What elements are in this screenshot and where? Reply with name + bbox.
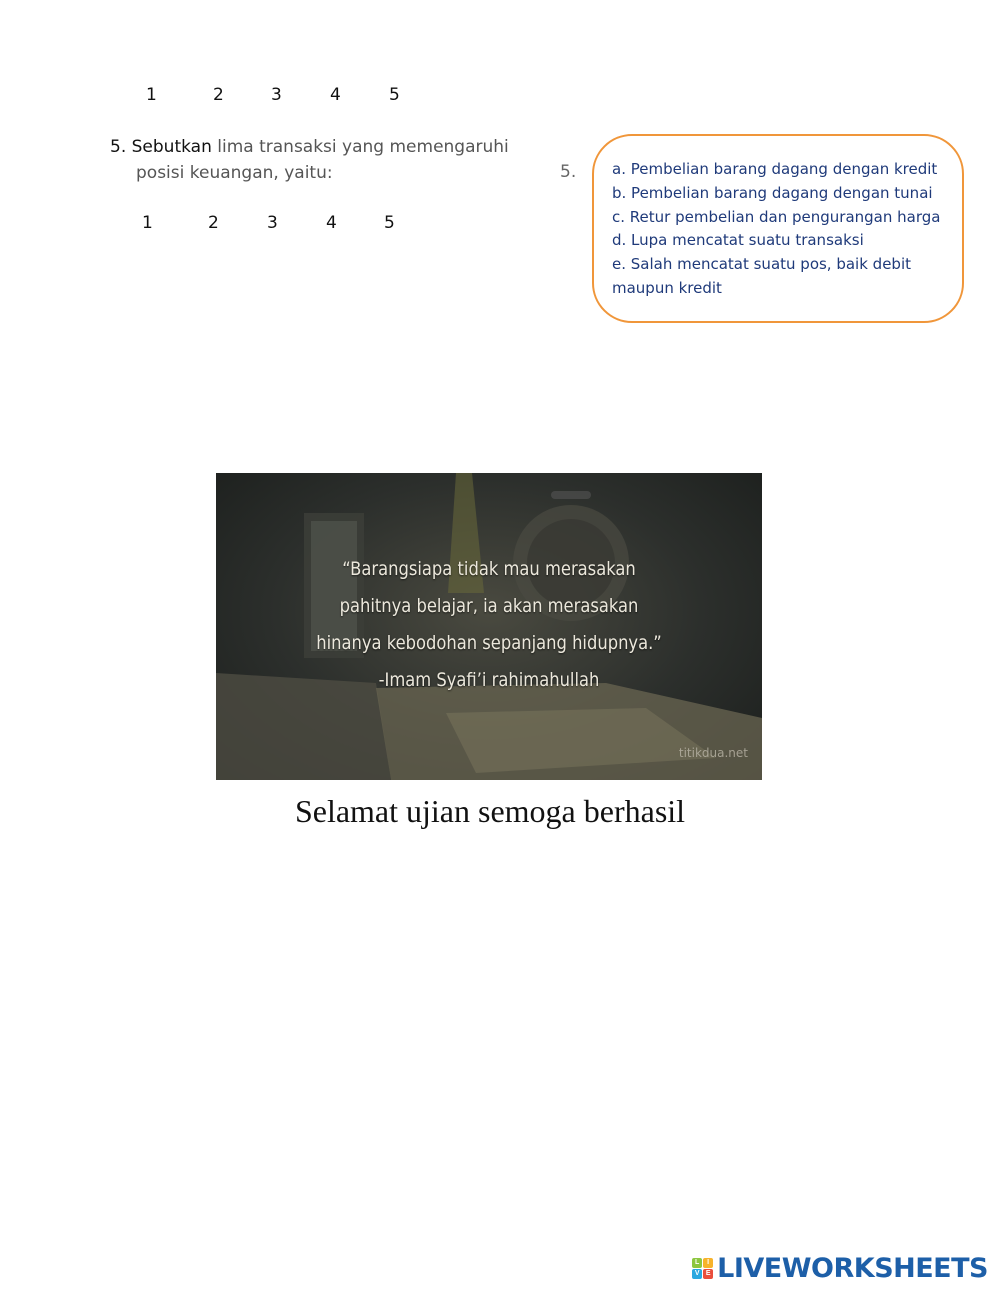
liveworksheets-brand [692, 1253, 988, 1284]
question-number-5[interactable]: 5 [384, 213, 395, 233]
question-number: 5. [110, 137, 127, 157]
question-number-3[interactable]: 3 [267, 213, 278, 233]
logo-letter-v: V [692, 1269, 702, 1279]
top-number-3: 3 [271, 85, 282, 105]
question-5 [110, 134, 530, 186]
question-number-4[interactable]: 4 [326, 213, 337, 233]
top-number-5: 5 [389, 85, 400, 105]
quote-line-1: “Barangsiapa tidak mau merasakan [342, 558, 636, 580]
liveworksheets-wordmark: LIVEWORKSHEETS [717, 1253, 988, 1284]
quote-line-2: pahitnya belajar, ia akan merasakan [339, 595, 639, 617]
answer-item-d: d. Lupa mencatat suatu transaksi [612, 231, 864, 250]
quote-line-3: hinanya kebodohan sepanjang hidupnya.” [316, 632, 662, 654]
answer-number: 5. [560, 162, 577, 182]
question-number-2[interactable]: 2 [208, 213, 219, 233]
answer-item-a: a. Pembelian barang dagang dengan kredit [612, 160, 938, 178]
answer-list [612, 158, 952, 301]
top-number-4: 4 [330, 85, 341, 105]
logo-letter-e: E [703, 1269, 713, 1279]
quote-text [254, 551, 724, 699]
question-line2: posisi keuangan, yaitu: [136, 163, 333, 183]
question-line1: lima transaksi yang memengaruhi [211, 137, 509, 157]
image-watermark: titikdua.net [678, 746, 748, 760]
top-number-1: 1 [146, 85, 157, 105]
question-keyword: Sebutkan [131, 137, 212, 157]
answer-item-b: b. Pembelian barang dagang dengan tunai [612, 183, 933, 202]
question-number-1[interactable]: 1 [142, 213, 153, 233]
liveworksheets-logo-icon [692, 1258, 713, 1279]
top-number-2: 2 [213, 85, 224, 105]
closing-message: Selamat ujian semoga berhasil [294, 793, 686, 829]
quote-attribution: -Imam Syafi’i rahimahullah [378, 669, 600, 691]
answer-item-e-continued: maupun kredit [612, 278, 722, 297]
logo-letter-i: I [703, 1258, 713, 1268]
answer-item-e: e. Salah mencatat suatu pos, baik debit [612, 255, 911, 274]
logo-letter-l: L [692, 1258, 702, 1268]
answer-item-c: c. Retur pembelian dan pengurangan harga [612, 207, 941, 226]
quote-image [216, 473, 762, 780]
